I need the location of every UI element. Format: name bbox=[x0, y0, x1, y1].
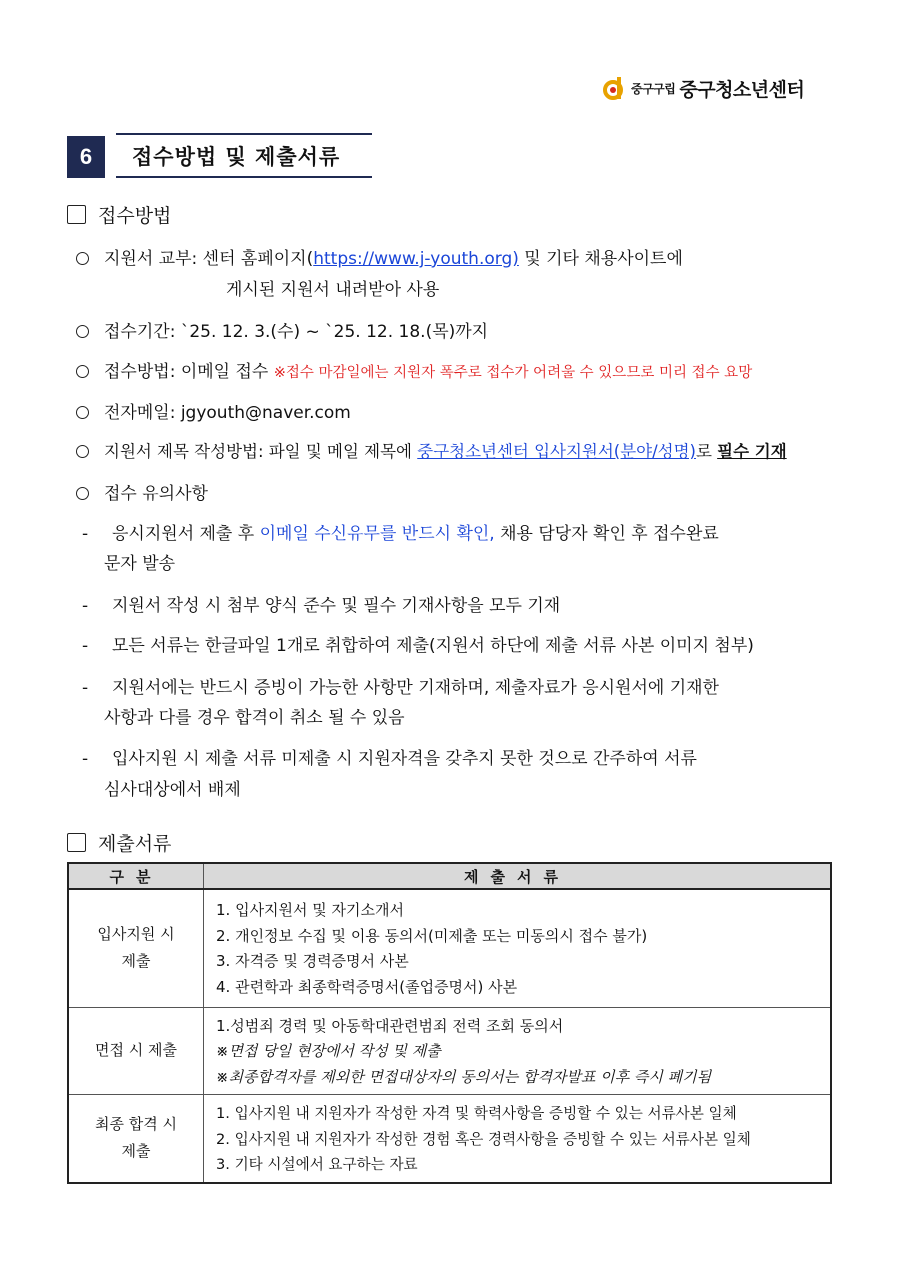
column-header-documents: 제출서류 bbox=[204, 863, 832, 889]
application-form-line2: 게시된 지원서 내려받아 사용 bbox=[226, 280, 440, 300]
bullet-circle-icon bbox=[76, 445, 89, 458]
row-category: 최종 합격 시 제출 bbox=[68, 1095, 204, 1183]
logo-mark-icon bbox=[603, 75, 627, 101]
table-row bbox=[68, 1007, 831, 1095]
period-item: 접수기간: `25. 12. 3.(수) ~ `25. 12. 18.(목)까지 bbox=[67, 317, 488, 342]
row-items: 1.성범죄 경력 및 아동학대관련범죄 전력 조회 동의서 ※면접 당일 현장에서 작성 및 제출 ※최종합격자를 제외한 면접대상자의 동의서는 합격자발표 이후 즉시 폐기됨 bbox=[204, 1007, 832, 1095]
email-item: 전자메일: jgyouth@naver.com bbox=[67, 398, 351, 423]
section-number: 6 bbox=[67, 136, 105, 178]
method-item: 접수방법: 이메일 접수 ※접수 마감일에는 지원자 폭주로 접수가 어려울 수 있으므로 미리 접수 요망 bbox=[67, 357, 752, 382]
subject-required: 필수 기재 bbox=[717, 442, 787, 461]
section-title: 접수방법 및 제출서류 bbox=[116, 133, 372, 178]
homepage-link[interactable]: https://www.j-youth.org) bbox=[313, 249, 519, 269]
bullet-circle-icon bbox=[76, 252, 89, 265]
bullet-circle-icon bbox=[76, 325, 89, 338]
row-category: 면접 시 제출 bbox=[68, 1007, 204, 1095]
note-4: - 지원서에는 반드시 증빙이 가능한 사항만 기재하며, 제출자료가 응시원서에 기재한 bbox=[82, 678, 719, 698]
reception-heading-label: 접수방법 bbox=[98, 205, 172, 227]
documents-table bbox=[67, 862, 832, 1184]
subject-format: 중구청소년센터 입사지원서(분야/성명) bbox=[417, 442, 696, 461]
note-2: - 지원서 작성 시 첨부 양식 준수 및 필수 기재사항을 모두 기재 bbox=[82, 596, 561, 616]
bullet-circle-icon bbox=[76, 487, 89, 500]
checkbox-square-icon bbox=[67, 833, 86, 852]
checkbox-square-icon bbox=[67, 205, 86, 224]
bullet-circle-icon bbox=[76, 406, 89, 419]
row-items: 1. 입사지원서 및 자기소개서 2. 개인정보 수집 및 이용 동의서(미제출 또는 미동의시 접수 불가) 3. 자격증 및 경력증명서 사본 4. 관련학과 최종학력증명서(졸업증명서) 사본 bbox=[204, 889, 832, 1007]
documents-heading-label: 제출서류 bbox=[98, 833, 172, 855]
table-header-row bbox=[68, 863, 831, 889]
center-logo bbox=[603, 72, 804, 104]
note-4-line2: 사항과 다를 경우 합격이 취소 될 수 있음 bbox=[104, 708, 405, 728]
method-note: ※접수 마감일에는 지원자 폭주로 접수가 어려울 수 있으므로 미리 접수 요망 bbox=[273, 365, 753, 381]
row-items: 1. 입사지원 내 지원자가 작성한 자격 및 학력사항을 증빙할 수 있는 서류사본 일체 2. 입사지원 내 지원자가 작성한 경험 혹은 경력사항을 증빙할 수 있는 서류사본 일체 3. 기타 시설에서 요구하는 자료 bbox=[204, 1095, 832, 1183]
subject-item: 지원서 제목 작성방법: 파일 및 메일 제목에 중구청소년센터 입사지원서(분야/성명)로 필수 기재 bbox=[67, 438, 787, 462]
table-row bbox=[68, 1095, 831, 1183]
application-form-item: 지원서 교부: 센터 홈페이지(https://www.j-youth.org) 및 기타 채용사이트에 bbox=[67, 244, 683, 269]
bullet-circle-icon bbox=[76, 365, 89, 378]
column-header-category: 구분 bbox=[68, 863, 204, 889]
note-1: - 응시지원서 제출 후 이메일 수신유무를 반드시 확인, 채용 담당자 확인 후 접수완료 bbox=[82, 524, 719, 544]
note-1-line2: 문자 발송 bbox=[104, 554, 176, 574]
row-category: 입사지원 시 제출 bbox=[68, 889, 204, 1007]
note-5: - 입사지원 시 제출 서류 미제출 시 지원자격을 갖추지 못한 것으로 간주하여 서류 bbox=[82, 749, 697, 769]
documents-heading bbox=[67, 829, 171, 856]
table-row bbox=[68, 889, 831, 1007]
reception-heading bbox=[67, 201, 171, 228]
note-5-line2: 심사대상에서 배제 bbox=[104, 780, 241, 800]
logo-title: 중구청소년센터 bbox=[679, 78, 805, 101]
note-3: - 모든 서류는 한글파일 1개로 취합하여 제출(지원서 하단에 제출 서류 사본 이미지 첨부) bbox=[82, 636, 754, 656]
logo-small-text: 중구구립 bbox=[631, 81, 676, 96]
notes-heading: 접수 유의사항 bbox=[67, 479, 208, 504]
